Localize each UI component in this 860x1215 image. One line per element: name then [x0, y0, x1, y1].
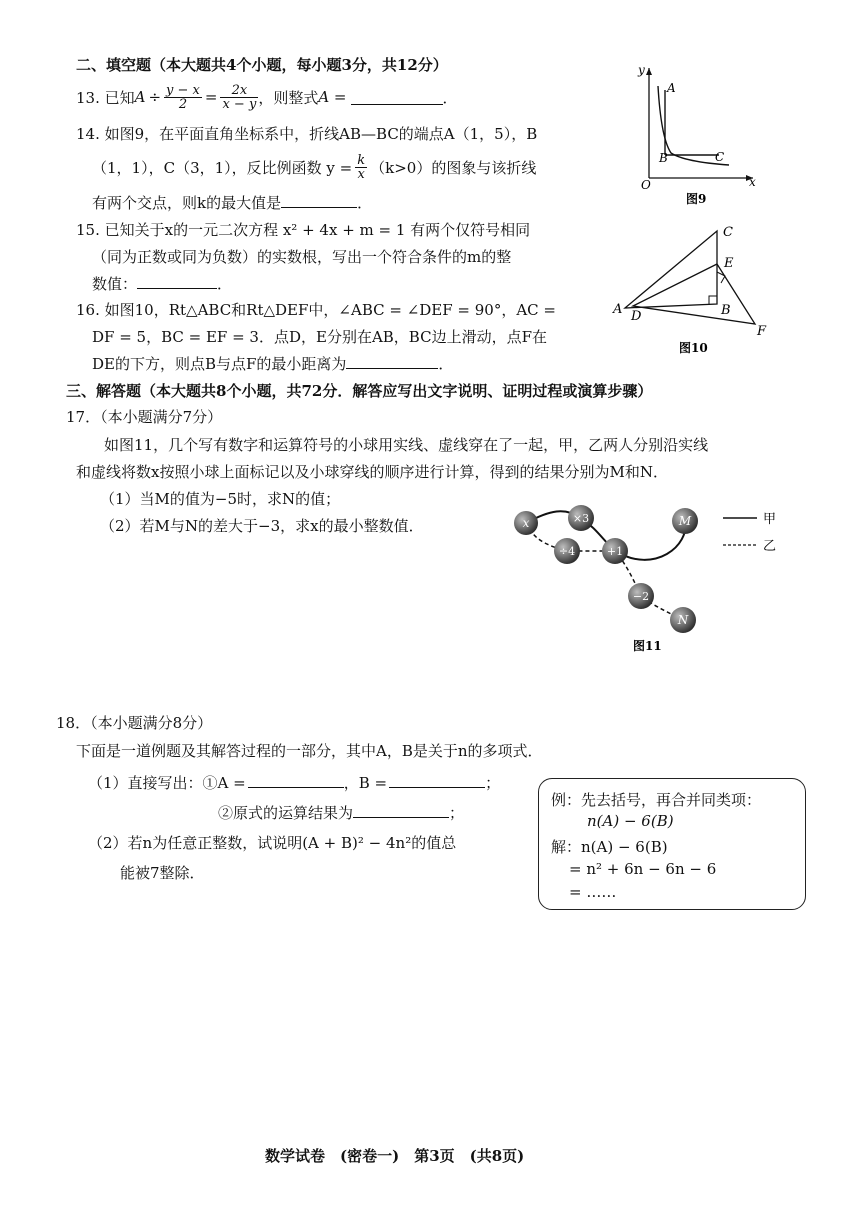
- q15-line-3: 数值： ．: [92, 275, 233, 293]
- fig9-x-label: x: [749, 175, 756, 189]
- q13-post: ，则整式: [258, 88, 319, 107]
- ball-div-4-label: ÷4: [558, 545, 576, 558]
- ball-n-label: N: [677, 613, 689, 627]
- fig10-point-d: D: [631, 309, 642, 324]
- q18-blank-a[interactable]: [248, 772, 344, 788]
- ball-m-label: M: [678, 514, 692, 528]
- example-line-1: 例：先去括号，再合并同类项：: [551, 791, 762, 809]
- fig9-caption: 图9: [686, 192, 707, 206]
- example-line-2: n(A) − 6(B): [587, 812, 674, 830]
- fig9-point-a: A: [667, 81, 676, 95]
- q14-line-3-text: 有两个交点，则k的最大值是: [92, 194, 282, 212]
- q14-line-2: [92, 150, 536, 184]
- ball-times-3-label: ×3: [572, 512, 590, 525]
- q13-tail: A =: [318, 88, 347, 106]
- ball-minus-2-label: −2: [632, 590, 650, 603]
- q13-a: A: [134, 88, 146, 106]
- q13-prefix: 13. 已知: [76, 88, 135, 107]
- q15-answer-blank[interactable]: [137, 273, 217, 289]
- q14-fraction: [355, 154, 367, 181]
- fig10-point-e: E: [724, 256, 734, 271]
- fig9-point-c: C: [715, 150, 725, 164]
- q14-line-2-post: （k>0）的图象与该折线: [370, 158, 537, 177]
- q17-part-1: （1）当M的值为−5时，求N的值；: [100, 490, 341, 508]
- section-3-header: 三、解答题（本大题共8个小题，共72分．解答应写出文字说明、证明过程或演算步骤）: [66, 382, 653, 400]
- q15-line-1: 15. 已知关于x的一元二次方程 x² + 4x + m = 1 有两个仅符号相同: [76, 221, 531, 239]
- q14-frac-den: x: [357, 166, 365, 182]
- fig10-point-f: F: [757, 324, 767, 339]
- fig9-y-label: y: [638, 63, 645, 77]
- q13-f2-num: 2x: [220, 84, 258, 98]
- q16-line-3-text: DE的下方，则点B与点F的最小距离为: [92, 355, 347, 373]
- fig10-triangle-abc: [625, 231, 717, 308]
- example-box: [538, 778, 806, 910]
- q13-f1-den: 2: [178, 96, 188, 112]
- q18-intro: 下面是一道例题及其解答过程的一部分，其中A，B是关于n的多项式．: [76, 742, 543, 760]
- q18-part-1: [88, 772, 500, 793]
- ball-x-label: x: [522, 516, 530, 530]
- question-13: 13. 已知 A ÷ $\frac{y - x}{2}$ = $\frac{2x}{x - y}$ ，则整式 A = ．: [76, 82, 458, 112]
- q13-fraction-2: [220, 84, 258, 111]
- legend-solid-label: 甲: [763, 512, 777, 527]
- fig10-caption: 图10: [679, 341, 708, 355]
- figure-11: [505, 495, 795, 660]
- q13-fraction-1: [164, 84, 202, 111]
- q17-line-1: 如图11，几个写有数字和运算符号的小球用实线、虚线穿在了一起，甲，乙两人分别沿实线: [104, 436, 709, 454]
- q18-p1b-text: ②原式的运算结果为: [218, 804, 354, 822]
- q14-frac-num: k: [357, 152, 366, 168]
- q17-line-2: 和虚线将数x按照小球上面标记以及小球穿线的顺序进行计算，得到的结果分别为M和N．: [76, 463, 668, 481]
- q13-eq: =: [204, 88, 218, 106]
- q16-line-3: DE的下方，则点B与点F的最小距离为 ．: [92, 355, 454, 373]
- q16-line-2: DF = 5，BC = EF = 3．点D，E分别在AB，BC边上滑动，点F在: [92, 328, 547, 346]
- q18-p1-end: ；: [485, 774, 501, 792]
- q18-part-2-line-2: 能被7整除．: [120, 864, 205, 882]
- fig11-caption: 图11: [633, 639, 662, 653]
- fig10-triangle-def: [633, 264, 755, 324]
- q18-part-2-line-1: （2）若n为任意正整数，试说明(A + B)² − 4n²的值总: [88, 834, 457, 852]
- q15-line-3-text: 数值：: [92, 275, 138, 293]
- example-line-5: = ……: [569, 883, 617, 901]
- q16-line-1: 16. 如图10，Rt△ABC和Rt△DEF中，∠ABC = ∠DEF = 90°，AC =: [76, 301, 556, 319]
- fig9-point-b: B: [659, 151, 668, 165]
- legend-dashed-label: 乙: [763, 539, 777, 554]
- q18-blank-b[interactable]: [389, 772, 485, 788]
- figure-9: [625, 58, 760, 208]
- fig9-origin-label: O: [641, 178, 651, 192]
- q14-line-2-pre: （1，1），C（3，1），反比例函数 y =: [92, 158, 353, 177]
- q13-f1-num: y − x: [166, 82, 200, 98]
- q18-p1-mid: ，B =: [343, 774, 388, 792]
- section-2-header: 二、填空题（本大题共4个小题，每小题3分，共12分）: [76, 56, 448, 74]
- q18-p1-pre: （1）直接写出：①A =: [88, 774, 246, 792]
- ball-plus-1-label: +1: [606, 545, 624, 558]
- q18-blank-result[interactable]: [353, 802, 449, 818]
- q17-title: 17．（本小题满分7分）: [66, 408, 223, 426]
- q18-title: 18．（本小题满分8分）: [56, 714, 213, 732]
- q14-line-1: 14. 如图9，在平面直角坐标系中，折线AB—BC的端点A（1，5），B: [76, 125, 538, 143]
- example-line-4: = n² + 6n − 6n − 6: [569, 860, 717, 878]
- q13-answer-blank[interactable]: [351, 89, 443, 105]
- q14-answer-blank[interactable]: [281, 192, 357, 208]
- q15-line-2: （同为正数或同为负数）的实数根，写出一个符合条件的m的整: [92, 248, 512, 266]
- page-footer: 数学试卷 (密卷一) 第3页 (共8页): [265, 1147, 525, 1165]
- example-line-3: 解：n(A) − 6(B): [551, 838, 668, 856]
- fig10-point-b: B: [721, 303, 731, 318]
- figure-10: [605, 220, 785, 360]
- q13-f2-den: x − y: [222, 96, 257, 112]
- q14-line-3: 有两个交点，则k的最大值是 ．: [92, 194, 373, 212]
- q13-div: ÷: [148, 88, 162, 106]
- q16-answer-blank[interactable]: [346, 353, 438, 369]
- fig10-point-a: A: [613, 302, 623, 317]
- fig10-point-c: C: [723, 225, 733, 240]
- q18-p1b-end: ；: [449, 804, 465, 822]
- q17-part-2: （2）若M与N的差大于−3，求x的最小整数值．: [100, 517, 424, 535]
- q18-part-1b: [218, 802, 464, 823]
